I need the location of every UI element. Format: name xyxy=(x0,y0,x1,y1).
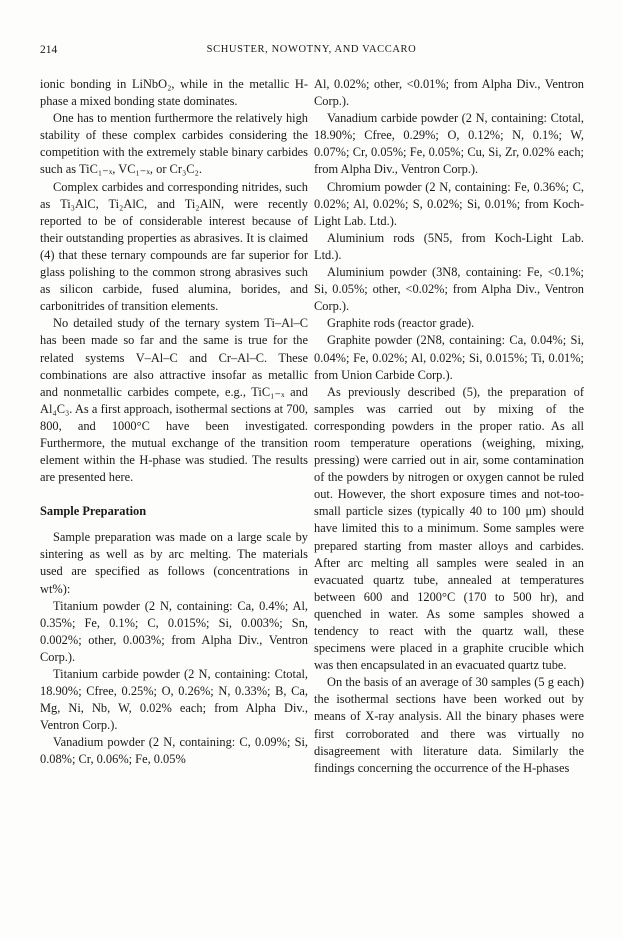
paragraph: Sample preparation was made on a large scale by sintering as well as by arc melting. The materials used are specified as follows (concentrations in wt%): xyxy=(40,530,308,596)
paragraph: Aluminium powder (3N8, containing: Fe, <0.1%; Si, 0.05%; other, <0.02%; from Alpha Div., Ventron Corp.). xyxy=(314,265,584,314)
paragraph: No detailed study of the ternary system Ti–Al–C has been made so far and the same is true for the related systems V–Al–C and Cr–Al–C. These combinations are also attractive insofar as metallic and nonmetallic carbides compete, e.g., TiC₁₋ₓ and Al₄C₃. As a first approach, isothermal sections at 700, 800, and 1000°C have been investigated. Furthermore, the mutual exchange of the transition element within the H-phase was studied. The results are presented here. xyxy=(40,316,308,485)
paragraph: Vanadium carbide powder (2 N, containing: Ctotal, 18.90%; Cfree, 0.29%; O, 0.12%; N, 0.1%; W, 0.07%; Cr, 0.05%; Fe, 0.05%; Cu, Si, Zr, 0.02% each; from Alpha Div., Ventron Corp.). xyxy=(314,111,584,177)
paragraph: Titanium carbide powder (2 N, containing: Ctotal, 18.90%; Cfree, 0.25%; O, 0.26%; N, 0.33%; B, Ca, Mg, Ni, Nb, W, 0.02% each; from Alpha Div., Ventron Corp.). xyxy=(40,667,308,733)
section-heading: Sample Preparation xyxy=(40,504,147,519)
paragraph: As previously described (5), the preparation of samples was carried out by mixing of the corresponding powders in the proper ratio. As all room temperature operations (weighing, mixing, pressing) were carried out in air, some contamination of the powders by nitrogen or oxygen cannot be ruled out. However, the short exposure times and not-too-small particle sizes (typically 40 to 100 μm) should have limited this to a minimum. Some samples were prepared starting from master alloys and carbides. After arc melting all samples were sealed in an evacuated quartz tube, annealed at temperatures between 600 and 1200°C (170 to 500 hr), and quenched in water. As some samples showed a tendency to react with the quartz wall, these specimens were placed in a graphite crucible which was then encapsulated in an evacuated quartz tube. xyxy=(314,384,584,673)
paragraph: Aluminium rods (5N5, from Koch-Light Lab. Ltd.). xyxy=(314,230,584,262)
page-number: 214 xyxy=(40,44,58,56)
paragraph: Chromium powder (2 N, containing: Fe, 0.36%; C, 0.02%; Al, 0.02%; S, 0.02%; Si, 0.01%; from Koch-Light Lab. Ltd.). xyxy=(314,179,584,228)
page-header xyxy=(40,44,583,60)
running-head: SCHUSTER, NOWOTNY, AND VACCARO xyxy=(206,44,417,55)
paragraph: Titanium powder (2 N, containing: Ca, 0.4%; Al, 0.35%; Fe, 0.1%; C, 0.015%; Si, 0.003%; Sn, 0.002%; other, 0.003%; from Alpha Div., Ventron Corp.). xyxy=(40,598,308,664)
paragraph: Complex carbides and corresponding nitrides, such as Ti₃AlC, Ti₂AlC, and Ti₂AlN, were recently reported to be of considerable interest because of their outstanding properties as abrasives. It is claimed (4) that these ternary compounds are far superior for glass polishing to the common strong abrasives such as silicon carbide, fused alumina, borides, and carbonitrides of transition elements. xyxy=(40,179,308,314)
paragraph: One has to mention furthermore the relatively high stability of these complex carbides considering the competition with the extremely stable binary carbides such as TiC₁₋ₓ, VC₁₋ₓ, or Cr₃C₂. xyxy=(40,111,308,177)
paragraph: Graphite rods (reactor grade). xyxy=(327,316,475,331)
paragraph: Vanadium powder (2 N, containing: C, 0.09%; Si, 0.08%; Cr, 0.06%; Fe, 0.05% xyxy=(40,735,308,767)
right-column xyxy=(314,76,584,777)
paragraph: Graphite powder (2N8, containing: Ca, 0.04%; Si, 0.04%; Fe, 0.02%; Al, 0.02%; Si, 0.015%; Ti, 0.01%; from Union Carbide Corp.). xyxy=(314,333,584,382)
left-column xyxy=(40,76,308,769)
paragraph: ionic bonding in LiNbO₂, while in the metallic H-phase a mixed bonding state dominates. xyxy=(40,77,308,109)
paragraph: On the basis of an average of 30 samples (5 g each) the isothermal sections have been worked out by means of X-ray analysis. All the binary phases were first corroborated and there was virtually no disagreement with literature data. Similarly the findings concerning the occurrence of the H-phases xyxy=(314,675,584,775)
paragraph: Al, 0.02%; other, <0.01%; from Alpha Div., Ventron Corp.). xyxy=(314,77,584,109)
